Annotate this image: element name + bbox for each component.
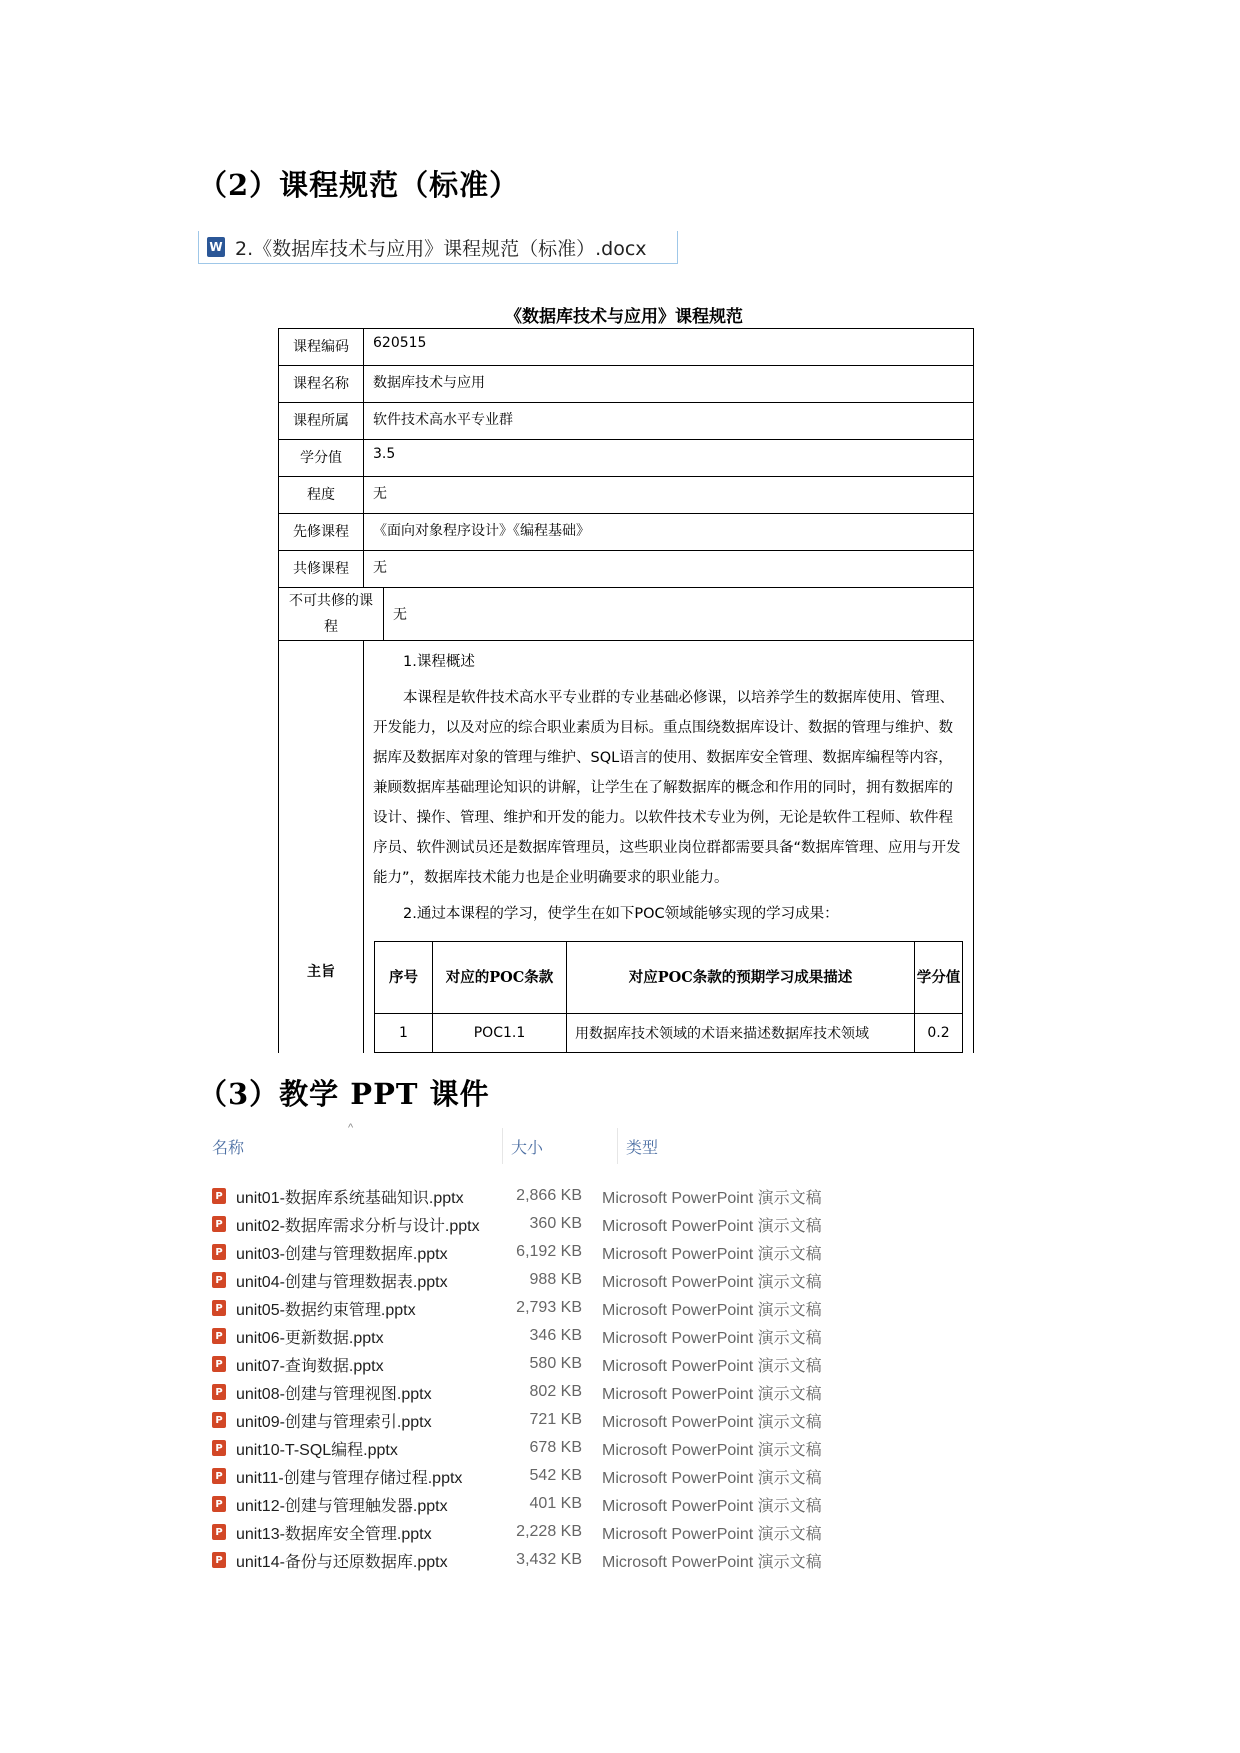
file-size: 802 KB bbox=[529, 1383, 582, 1400]
spec-row bbox=[279, 440, 973, 477]
file-type: Microsoft PowerPoint 演示文稿 bbox=[602, 1357, 822, 1375]
file-size: 360 KB bbox=[529, 1215, 582, 1232]
file-row[interactable] bbox=[198, 1546, 898, 1574]
file-row[interactable] bbox=[198, 1294, 898, 1322]
file-size: 401 KB bbox=[529, 1495, 582, 1512]
file-row[interactable] bbox=[198, 1182, 898, 1210]
spec-value: 软件技术高水平专业群 bbox=[373, 412, 513, 428]
spec-row bbox=[279, 366, 973, 403]
outcome-title: 2.通过本课程的学习，使学生在如下POC领域能够实现的学习成果： bbox=[403, 906, 839, 922]
aim-content bbox=[364, 641, 973, 1053]
spec-value: 无 bbox=[393, 607, 407, 623]
powerpoint-file-icon: P bbox=[212, 1300, 226, 1316]
column-header-type[interactable]: 类型 bbox=[617, 1128, 658, 1164]
file-name[interactable]: unit03-创建与管理数据库.pptx bbox=[236, 1245, 448, 1263]
spec-key: 课程名称 bbox=[279, 366, 364, 402]
file-size: 580 KB bbox=[529, 1355, 582, 1372]
file-name[interactable]: unit14-备份与还原数据库.pptx bbox=[236, 1553, 448, 1571]
powerpoint-file-icon: P bbox=[212, 1216, 226, 1232]
file-name[interactable]: unit08-创建与管理视图.pptx bbox=[236, 1385, 432, 1403]
file-row[interactable] bbox=[198, 1518, 898, 1546]
attachment-docx[interactable] bbox=[198, 231, 678, 264]
spec-key: 程度 bbox=[279, 477, 364, 513]
spec-key: 课程编码 bbox=[279, 329, 364, 365]
spec-key: 学分值 bbox=[279, 440, 364, 476]
spec-row bbox=[279, 329, 973, 366]
file-row[interactable] bbox=[198, 1490, 898, 1518]
spec-value: 数据库技术与应用 bbox=[373, 375, 485, 391]
file-name[interactable]: unit09-创建与管理索引.pptx bbox=[236, 1413, 432, 1431]
file-type: Microsoft PowerPoint 演示文稿 bbox=[602, 1413, 822, 1431]
file-type: Microsoft PowerPoint 演示文稿 bbox=[602, 1301, 822, 1319]
file-type: Microsoft PowerPoint 演示文稿 bbox=[602, 1385, 822, 1403]
section-heading-ppt: （3）教学 PPT 课件 bbox=[198, 1077, 490, 1111]
file-name[interactable]: unit02-数据库需求分析与设计.pptx bbox=[236, 1217, 480, 1235]
spec-key: 不可共修的课程 bbox=[279, 588, 384, 640]
overview-title: 1.课程概述 bbox=[403, 654, 475, 670]
poc-header-poc: 对应的POC条款 bbox=[433, 942, 567, 1014]
file-name[interactable]: unit07-查询数据.pptx bbox=[236, 1357, 384, 1375]
word-doc-icon: W bbox=[207, 237, 225, 257]
attachment-name[interactable]: 2.《数据库技术与应用》课程规范（标准）.docx bbox=[235, 237, 647, 260]
file-type: Microsoft PowerPoint 演示文稿 bbox=[602, 1441, 822, 1459]
poc-cell-no: 1 bbox=[375, 1014, 433, 1053]
poc-table bbox=[374, 941, 963, 1053]
spec-value: 无 bbox=[373, 486, 387, 502]
spec-key: 先修课程 bbox=[279, 514, 364, 550]
poc-cell-credit: 0.2 bbox=[915, 1014, 963, 1053]
powerpoint-file-icon: P bbox=[212, 1524, 226, 1540]
file-size: 346 KB bbox=[529, 1327, 582, 1344]
file-size: 721 KB bbox=[529, 1411, 582, 1428]
powerpoint-file-icon: P bbox=[212, 1328, 226, 1344]
file-size: 678 KB bbox=[529, 1439, 582, 1456]
file-type: Microsoft PowerPoint 演示文稿 bbox=[602, 1525, 822, 1543]
powerpoint-file-icon: P bbox=[212, 1552, 226, 1568]
spec-row bbox=[279, 551, 973, 588]
file-row[interactable] bbox=[198, 1322, 898, 1350]
overview-text: 本课程是软件技术高水平专业群的专业基础必修课，以培养学生的数据库使用、管理、开发能力，以及对应的综合职业素质为目标。重点围绕数据库设计、数据的管理与维护、数据库及数据库对象的管理与维护、SQL语言的使用、数据库安全管理、数据库编程等内容，兼顾数据库基础理论知识的讲解，让学生在了解数据库的概念和作用的同时，拥有数据库的设计、操作、管理、维护和开发的能力。以软件技术专业为例，无论是软件工程师、软件程序员、软件测试员还是数据库管理员，这些职业岗位群都需要具备“数据库管理、应用与开发能力”，数据库技术能力也是企业明确要求的职业能力。 bbox=[373, 690, 961, 886]
file-size: 2,793 KB bbox=[516, 1299, 582, 1316]
poc-header-no: 序号 bbox=[375, 942, 433, 1014]
file-size: 988 KB bbox=[529, 1271, 582, 1288]
file-type: Microsoft PowerPoint 演示文稿 bbox=[602, 1245, 822, 1263]
file-name[interactable]: unit10-T-SQL编程.pptx bbox=[236, 1441, 398, 1459]
file-type: Microsoft PowerPoint 演示文稿 bbox=[602, 1189, 822, 1207]
spec-value: 无 bbox=[373, 560, 387, 576]
powerpoint-file-icon: P bbox=[212, 1468, 226, 1484]
file-list-header bbox=[198, 1120, 898, 1172]
poc-header-credit: 学分值 bbox=[915, 942, 963, 1014]
spec-row bbox=[279, 514, 973, 551]
file-size: 6,192 KB bbox=[516, 1243, 582, 1260]
file-name[interactable]: unit04-创建与管理数据表.pptx bbox=[236, 1273, 448, 1291]
spec-key-aim: 主旨 bbox=[279, 641, 364, 1053]
powerpoint-file-icon: P bbox=[212, 1188, 226, 1204]
file-row[interactable] bbox=[198, 1378, 898, 1406]
column-header-name[interactable]: 名称 bbox=[212, 1139, 245, 1157]
spec-row bbox=[279, 588, 973, 641]
file-type: Microsoft PowerPoint 演示文稿 bbox=[602, 1497, 822, 1515]
powerpoint-file-icon: P bbox=[212, 1412, 226, 1428]
sort-ascending-icon: ^ bbox=[348, 1122, 354, 1134]
spec-key: 共修课程 bbox=[279, 551, 364, 587]
file-row[interactable] bbox=[198, 1210, 898, 1238]
file-type: Microsoft PowerPoint 演示文稿 bbox=[602, 1273, 822, 1291]
file-name[interactable]: unit11-创建与管理存储过程.pptx bbox=[236, 1469, 463, 1487]
table-row bbox=[375, 1014, 963, 1053]
powerpoint-file-icon: P bbox=[212, 1384, 226, 1400]
file-type: Microsoft PowerPoint 演示文稿 bbox=[602, 1217, 822, 1235]
file-row[interactable] bbox=[198, 1434, 898, 1462]
powerpoint-file-icon: P bbox=[212, 1356, 226, 1372]
file-type: Microsoft PowerPoint 演示文稿 bbox=[602, 1469, 822, 1487]
spec-value: 3.5 bbox=[373, 446, 396, 462]
powerpoint-file-icon: P bbox=[212, 1244, 226, 1260]
file-name[interactable]: unit05-数据约束管理.pptx bbox=[236, 1301, 416, 1319]
file-type: Microsoft PowerPoint 演示文稿 bbox=[602, 1329, 822, 1347]
file-size: 2,866 KB bbox=[516, 1187, 582, 1204]
file-size: 542 KB bbox=[529, 1467, 582, 1484]
spec-title: 《数据库技术与应用》课程规范 bbox=[505, 307, 743, 327]
powerpoint-file-icon: P bbox=[212, 1496, 226, 1512]
section-heading-course-spec: （2）课程规范（标准） bbox=[198, 168, 520, 202]
spec-value: 《面向对象程序设计》《编程基础》 bbox=[373, 523, 590, 539]
file-list bbox=[198, 1120, 898, 1574]
spec-row-aim bbox=[279, 641, 973, 1053]
poc-cell-poc: POC1.1 bbox=[433, 1014, 567, 1053]
poc-header-desc: 对应POC条款的预期学习成果描述 bbox=[567, 942, 915, 1014]
file-name[interactable]: unit01-数据库系统基础知识.pptx bbox=[236, 1189, 464, 1207]
powerpoint-file-icon: P bbox=[212, 1440, 226, 1456]
powerpoint-file-icon: P bbox=[212, 1272, 226, 1288]
spec-value: 620515 bbox=[373, 335, 427, 351]
file-row[interactable] bbox=[198, 1266, 898, 1294]
course-spec-table bbox=[278, 328, 974, 1053]
file-size: 3,432 KB bbox=[516, 1551, 582, 1568]
file-rows bbox=[198, 1182, 898, 1574]
poc-cell-desc: 用数据库技术领域的术语来描述数据库技术领域 bbox=[567, 1014, 915, 1053]
file-name[interactable]: unit12-创建与管理触发器.pptx bbox=[236, 1497, 448, 1515]
spec-key: 课程所属 bbox=[279, 403, 364, 439]
spec-row bbox=[279, 403, 973, 440]
file-name[interactable]: unit13-数据库安全管理.pptx bbox=[236, 1525, 432, 1543]
spec-row bbox=[279, 477, 973, 514]
file-size: 2,228 KB bbox=[516, 1523, 582, 1540]
file-name[interactable]: unit06-更新数据.pptx bbox=[236, 1329, 384, 1347]
file-row[interactable] bbox=[198, 1406, 898, 1434]
file-row[interactable] bbox=[198, 1238, 898, 1266]
file-row[interactable] bbox=[198, 1462, 898, 1490]
file-row[interactable] bbox=[198, 1350, 898, 1378]
file-type: Microsoft PowerPoint 演示文稿 bbox=[602, 1553, 822, 1571]
column-header-size[interactable]: 大小 bbox=[502, 1128, 617, 1164]
